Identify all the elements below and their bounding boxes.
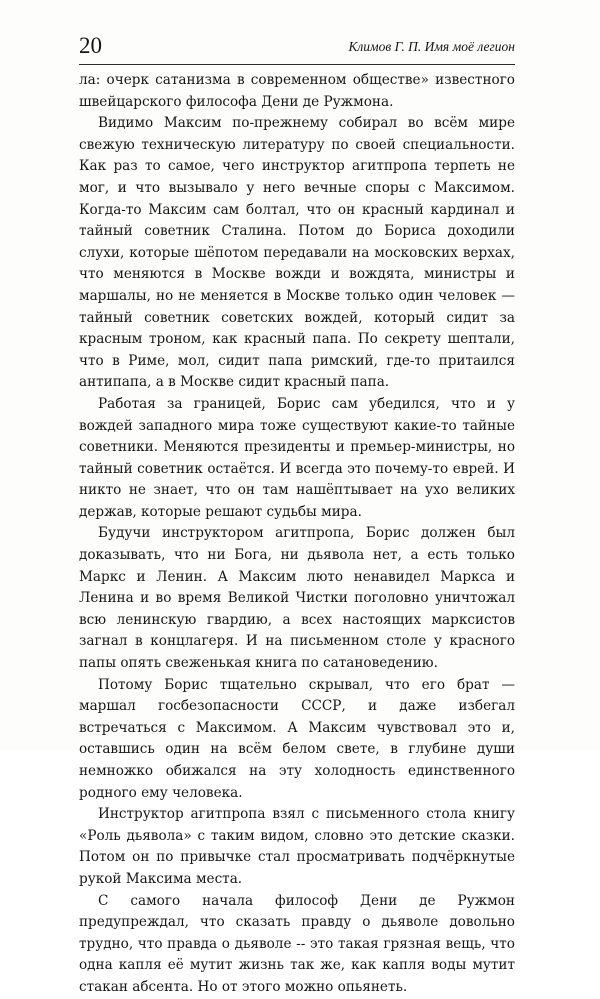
paragraph: Потому Борис тщательно скрывал, что его брат — маршал госбезопасности СССР, и даже избегал встречаться с Максимом. А Максим чувствовал это и, оставшись один на всём белом свете, в глубине души немножко обижался на эту холодность единственного родного ему человека. <box>79 676 515 801</box>
paragraph: Работая за границей, Борис сам убедился, что и у вождей западного мира тоже существуют какие-то тайные советники. Меняются президенты и премьер-министры, но тайный советник остаётся. И всегда это почему-то еврей. И никто не знает, что он там нашёптывает на ухо великих держав, которые решают судьбы мира. <box>79 395 515 520</box>
paragraph-continuation: ла: очерк сатанизма в современном обществе» известного швейцарского философа Дени де Ружмона. <box>79 72 515 110</box>
body-text <box>79 70 515 999</box>
paragraph: С самого начала философ Дени де Ружмон предупреждал, что сказать правду о дьяволе довольно трудно, что правда о дьяволе -- это такая грязная вещь, что одна капля её мутит жизнь так же, как капля воды мутит стакан абсента. Но от этого можно опьянеть. <box>79 892 515 995</box>
paragraph: Инструктор агитпропа взял с письменного стола книгу «Роль дьявола» с таким видом, словно это детские сказки. Потом он по привычке стал просматривать подчёркнутые рукой Максима места. <box>79 806 515 887</box>
running-title: Климов Г. П. Имя моё легион <box>348 39 515 54</box>
page-number: 20 <box>79 33 102 58</box>
paragraph: Будучи инструктором агитпропа, Борис должен был доказывать, что ни Бога, ни дьявола нет, а есть только Маркс и Ленин. А Максим люто ненавидел Маркса и Ленина и во время Великой Чистки поголовно уничтожал всю ленинскую гвардию, а всех настоящих марксистов загнал в концлагеря. И на письменном столе у красного папы опять свеженькая книга по сатановедению. <box>79 525 515 672</box>
paragraph: Видимо Максим по-прежнему собирал во всём мире свежую техническую литературу по своей специальности. Как раз то самое, чего инструктор агитпропа терпеть не мог, и что вызывало у него вечные споры с Максимом. Когда-то Максим сам болтал, что он красный кардинал и тайный советник Сталина. Потом до Бориса доходили слухи, которые шёпотом передавали на московских верхах, что меняются в Москве вожди и вождята, министры и маршалы, но не меняется в Москве только один человек — тайный советник советских вождей, который сидит за красным троном, как красный папа. По секрету шептали, что в Риме, мол, сидит папа римский, где-то притаился антипапа, а в Москве сидит красный папа. <box>79 115 515 391</box>
running-header <box>79 30 515 65</box>
